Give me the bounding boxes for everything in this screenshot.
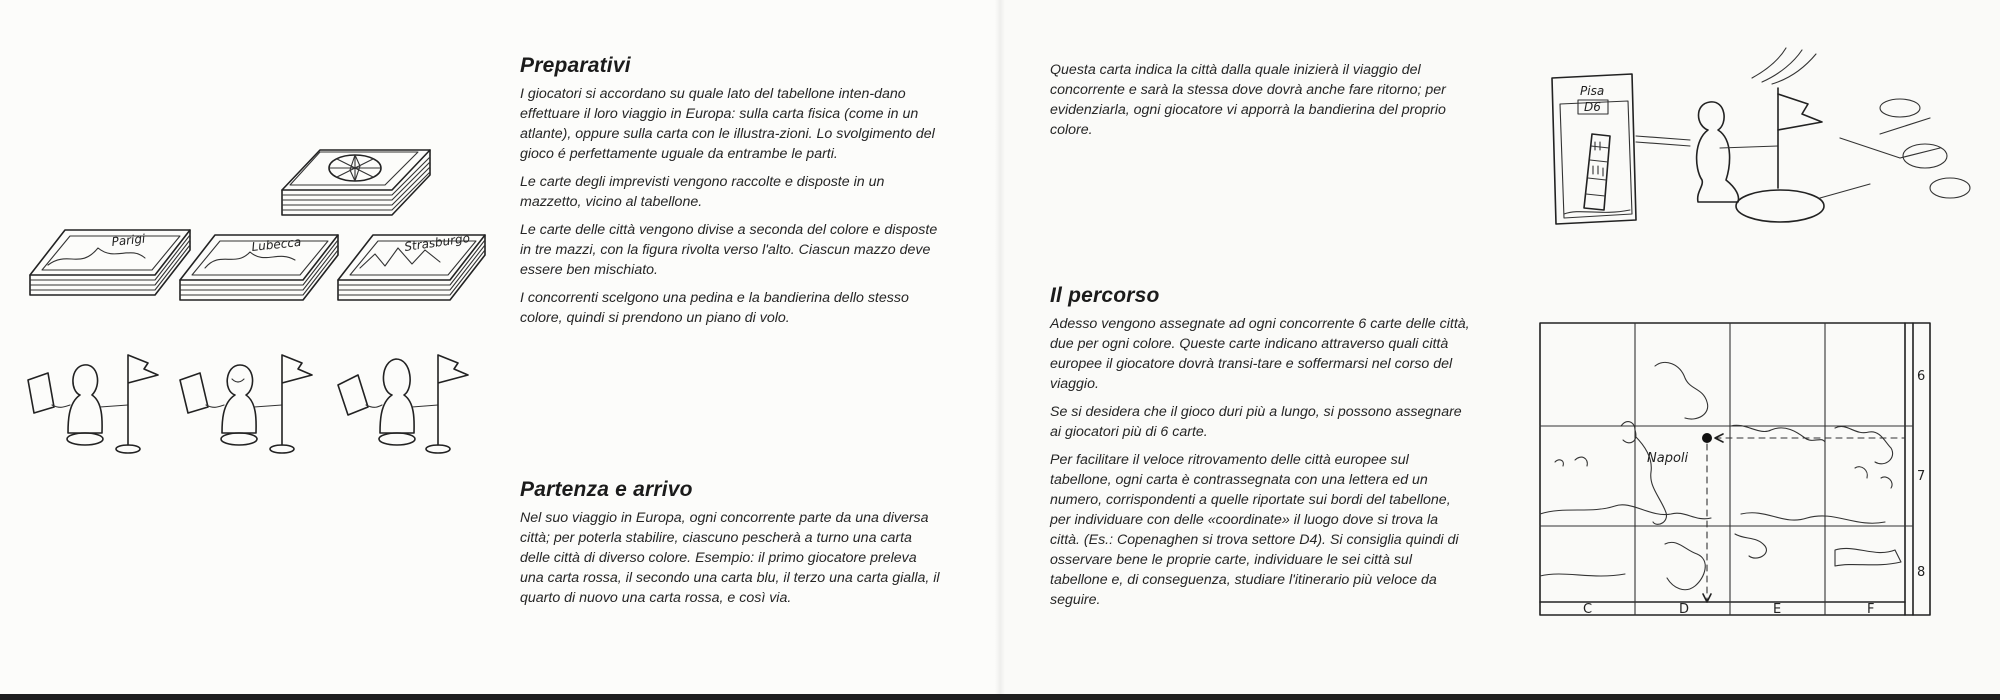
card-label-lubecca: Lubecca: [250, 234, 302, 254]
percorso-paragraph-1: Adesso vengono assegnate ad ogni concorrente 6 carte delle città, due per ogni colore. Queste carte indicano attraverso quali città europee il giocatore dovrà transi-tare e soffermarsi nel corso del viaggio.: [1050, 316, 1470, 392]
section-partenza-e-arrivo: [520, 478, 940, 616]
pisa-card-code: D6: [1584, 100, 1601, 114]
pisa-card-illustration: [1540, 38, 1960, 243]
map-column-label-d: D: [1679, 602, 1690, 617]
pawn-figure-3: [338, 355, 468, 453]
intro-paragraph-1: Questa carta indica la città dalla quale inizierà il viaggio del concorrente e sarà la stessa dove dovrà anche fare ritorno; per evidenziarla, ogni giocatore vi apporrà la bandierina del proprio colore.: [1050, 62, 1446, 138]
city-deck-strasburgo: [338, 231, 485, 300]
percorso-paragraph-2: Se si desidera che il gioco duri più a lungo, si possono assegnare ai giocatori più di 6 carte.: [1050, 404, 1462, 440]
heading-il-percorso: Il percorso: [1050, 284, 1160, 307]
pisa-city-card: [1552, 74, 1636, 224]
preparativi-paragraph-1: I giocatori si accordano su quale lato del tabellone inten-dano effettuare il loro viaggio in Europa: sulla carta fisica (come in un atlante), oppure sulla carta con le illustra-zioni. Lo svolgimento del gioco é perfettamente uguale da entrambe le parti.: [520, 86, 935, 162]
map-row-label-8: 8: [1917, 565, 1926, 580]
map-row-label-6: 6: [1917, 369, 1926, 384]
pisa-card-city: Pisa: [1580, 84, 1605, 98]
pawn-planting-flag: [1636, 48, 1824, 222]
page-fold: [995, 0, 1005, 700]
page-bottom-edge: [0, 694, 2000, 700]
section-preparativi: [520, 54, 940, 336]
map-city-label: Napoli: [1647, 451, 1689, 466]
route-lines: [1820, 99, 1970, 198]
napoli-marker-icon: [1702, 433, 1712, 443]
percorso-paragraph-3: Per facilitare il veloce ritrovamento delle città europee sul tabellone, ogni carta è contrassegnata con una lettera ed un numero, corrispondenti a quelle riportate sui bordi del tabellone, per individuare con delle «coordinate» il luogo dove si trova la città. (Es.: Copenaghen si trova settore D4). Si consiglia quindi di osservare bene le proprie carte, individuare le sei città sul tabellone e, di conseguenza, studiare l'itinerario più veloce da seguire.: [1050, 452, 1459, 608]
map-row-label-7: 7: [1917, 469, 1926, 484]
card-decks-illustration: [20, 130, 490, 320]
heading-preparativi: Preparativi: [520, 54, 631, 77]
card-label-strasburgo: Strasburgo: [403, 230, 471, 254]
pawn-figure-2: [180, 355, 312, 453]
map-column-label-c: C: [1583, 602, 1593, 617]
preparativi-paragraph-2: Le carte degli imprevisti vengono raccolte e disposte in un mazzetto, vicino al tabellone.: [520, 174, 885, 210]
section-il-percorso: [1050, 284, 1470, 618]
map-column-label-f: F: [1867, 602, 1875, 617]
pawn-figure-1: [28, 355, 158, 453]
heading-partenza-e-arrivo: Partenza e arrivo: [520, 478, 693, 501]
map-grid-illustration: [1535, 318, 1945, 623]
city-deck-lubecca: [180, 235, 338, 300]
city-deck-parigi: [30, 230, 190, 295]
preparativi-paragraph-3: Le carte delle città vengono divise a seconda del colore e disposte in tre mazzi, con la figura rivolta verso l'alto. Ciascun mazzo deve essere ben mischiato.: [520, 222, 938, 278]
leaning-tower-icon: [1584, 134, 1610, 210]
partenza-paragraph-1: Nel suo viaggio in Europa, ogni concorrente parte da una diversa città; per poterla stabilire, ciascuno pescherà a turno una carta delle città di diverso colore. Esempio: il primo giocatore preleva una carta rossa, il secondo una carta blu, il terzo una carta gialla, il quarto di nuovo una carta rossa, e così via.: [520, 510, 940, 606]
pawns-with-flags-illustration: [20, 345, 500, 455]
imprevisti-deck-icon: [282, 150, 430, 215]
map-column-label-e: E: [1773, 602, 1782, 617]
card-label-parigi: Parigi: [110, 231, 146, 249]
section-start-city-intro: [1050, 60, 1470, 148]
preparativi-paragraph-4: I concorrenti scelgono una pedina e la bandierina dello stesso colore, quindi si prendono un piano di volo.: [520, 290, 909, 326]
